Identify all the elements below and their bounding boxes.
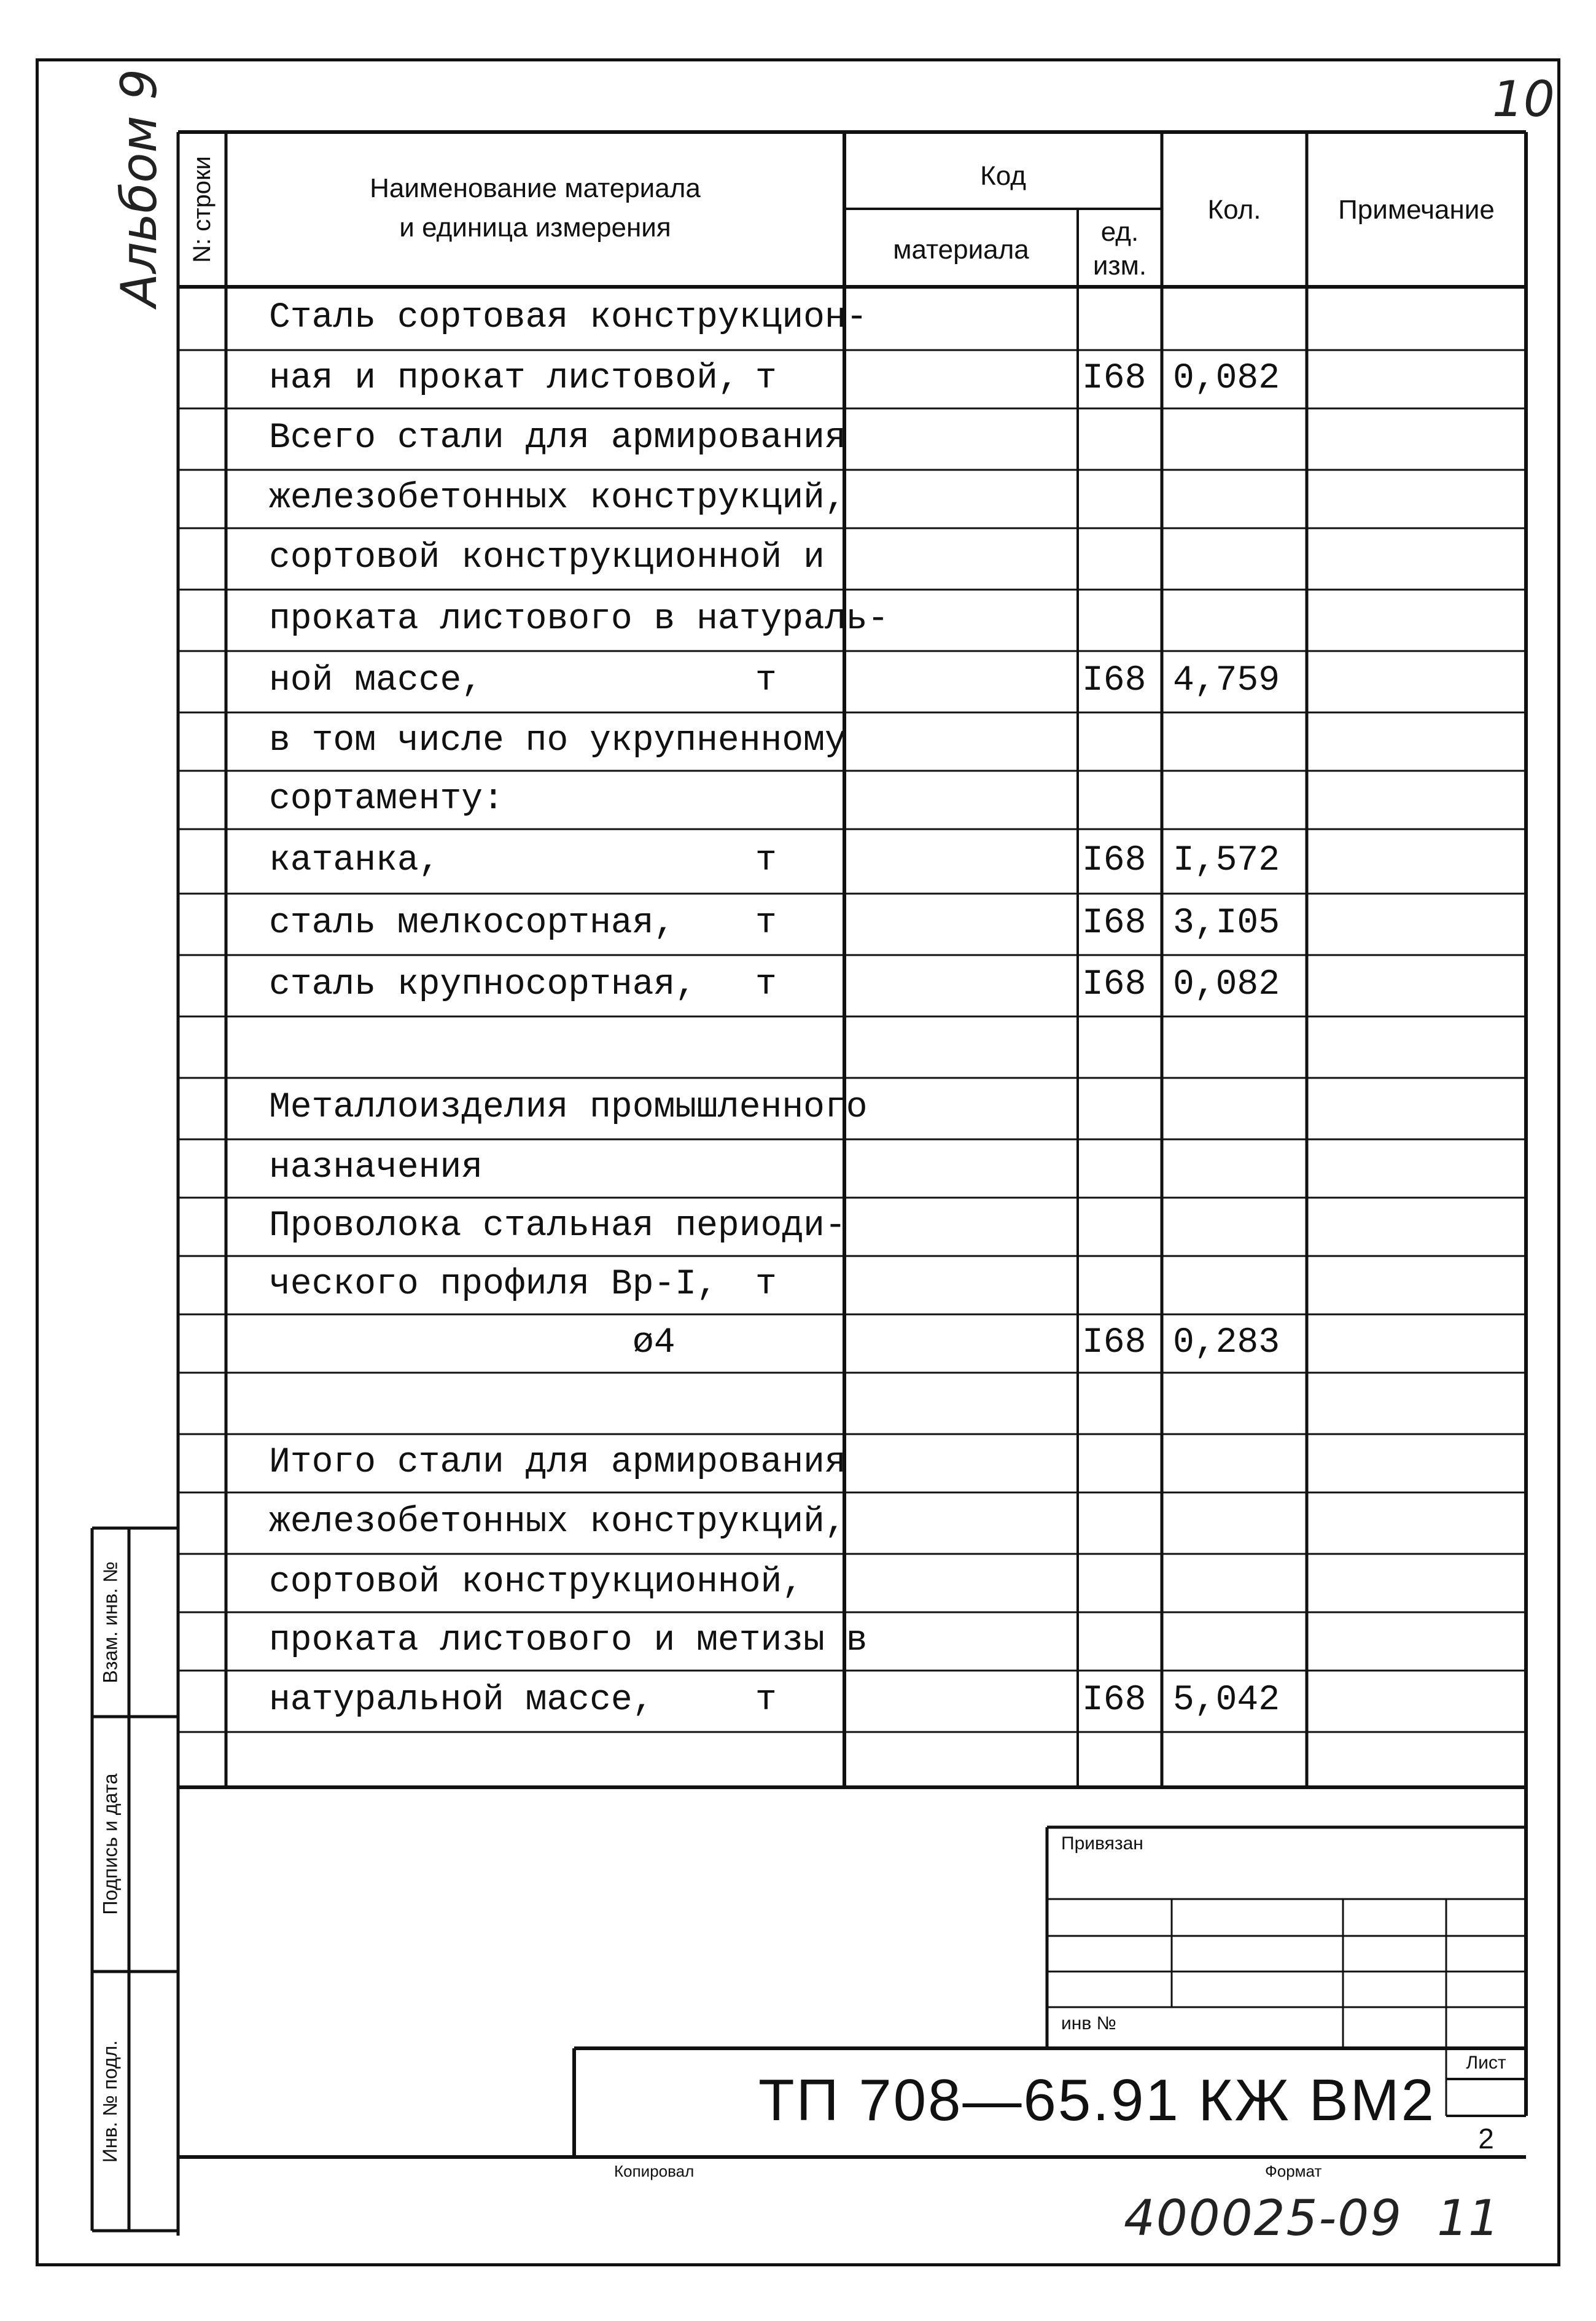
row-name: сортаменту: [269, 779, 504, 819]
row-name: сортовой конструкционной и [269, 538, 825, 578]
attached-label: Привязан [1061, 1833, 1143, 1854]
stamp-inv-podl: Инв. № подл. [99, 2040, 122, 2163]
row-name: ческого профиля Вр-I, [269, 1264, 718, 1305]
stamp-signature-date: Подпись и дата [99, 1773, 122, 1915]
row-unit: т [755, 1680, 777, 1720]
header-qty: Кол. [1207, 195, 1261, 225]
row-unit: т [755, 661, 777, 701]
row-name: назначения [269, 1147, 483, 1188]
row-name: железобетонных конструкций, [269, 1502, 846, 1542]
header-note: Примечание [1338, 195, 1495, 225]
row-unit-code: I68 [1082, 840, 1146, 881]
row-unit-code: I68 [1082, 1680, 1146, 1720]
row-name: сталь крупносортная, [269, 965, 697, 1005]
sheet-top-number: 10 [1492, 71, 1555, 128]
row-quantity: 0,082 [1173, 965, 1280, 1005]
row-unit: т [755, 840, 777, 881]
header-material: материала [893, 235, 1029, 265]
row-unit-code: I68 [1082, 903, 1146, 943]
document-code: ТП 708—65.91 КЖ ВМ2 [758, 2067, 1436, 2133]
row-unit: т [755, 903, 777, 943]
row-name: Всего стали для армирования [269, 418, 846, 458]
row-name: проката листового в натураль- [269, 599, 889, 639]
row-quantity: 5,042 [1173, 1680, 1280, 1720]
row-name: сортовой конструкционной, [269, 1562, 804, 1602]
archive-page: 11 [1437, 2190, 1500, 2247]
header-row-number: N: строки [189, 156, 216, 263]
row-unit-code: I68 [1082, 358, 1146, 399]
row-name: ная и прокат листовой, [269, 358, 739, 399]
row-name: Сталь сортовая конструкцион- [269, 297, 868, 338]
row-name: сталь мелкосортная, [269, 903, 675, 943]
row-quantity: I,572 [1173, 840, 1280, 881]
row-unit: т [755, 358, 777, 399]
inv-no-label: инв № [1061, 2013, 1116, 2034]
row-name: железобетонных конструкций, [269, 478, 846, 518]
row-quantity: 3,I05 [1173, 903, 1280, 943]
row-name: катанка, [269, 840, 440, 881]
row-name: проката листового и метизы в [269, 1620, 868, 1661]
header-code: Код [980, 161, 1026, 191]
row-name: натуральной массе, [269, 1680, 654, 1720]
header-name: Наименование материала и единица измерения [370, 173, 701, 243]
row-unit: т [755, 1264, 777, 1305]
sheet-label: Лист [1466, 2053, 1506, 2073]
stamp-inv-vzam: Взам. инв. № [99, 1561, 122, 1683]
copied-label: Копировал [614, 2162, 695, 2180]
row-unit-code: I68 [1082, 661, 1146, 701]
format-label: Формат [1265, 2162, 1322, 2180]
header-unit: ед. изм. [1092, 217, 1147, 281]
row-quantity: 4,759 [1173, 661, 1280, 701]
row-quantity: 0,283 [1173, 1322, 1280, 1363]
row-unit-code: I68 [1082, 965, 1146, 1005]
row-unit: т [755, 965, 777, 1005]
archive-number: 400025-09 [1124, 2190, 1403, 2247]
row-name: Проволока стальная периоди- [269, 1206, 846, 1246]
album-handwritten-label: Альбом 9 [111, 69, 168, 307]
row-quantity: 0,082 [1173, 358, 1280, 399]
sheet-number: 2 [1478, 2123, 1494, 2155]
row-name: ø4 [633, 1322, 675, 1363]
row-name: Итого стали для армирования [269, 1442, 846, 1483]
row-unit-code: I68 [1082, 1322, 1146, 1363]
row-name: ной массе, [269, 661, 483, 701]
row-name: Металлоизделия промышленного [269, 1088, 868, 1128]
row-name: в том числе по укрупненному [269, 720, 846, 761]
